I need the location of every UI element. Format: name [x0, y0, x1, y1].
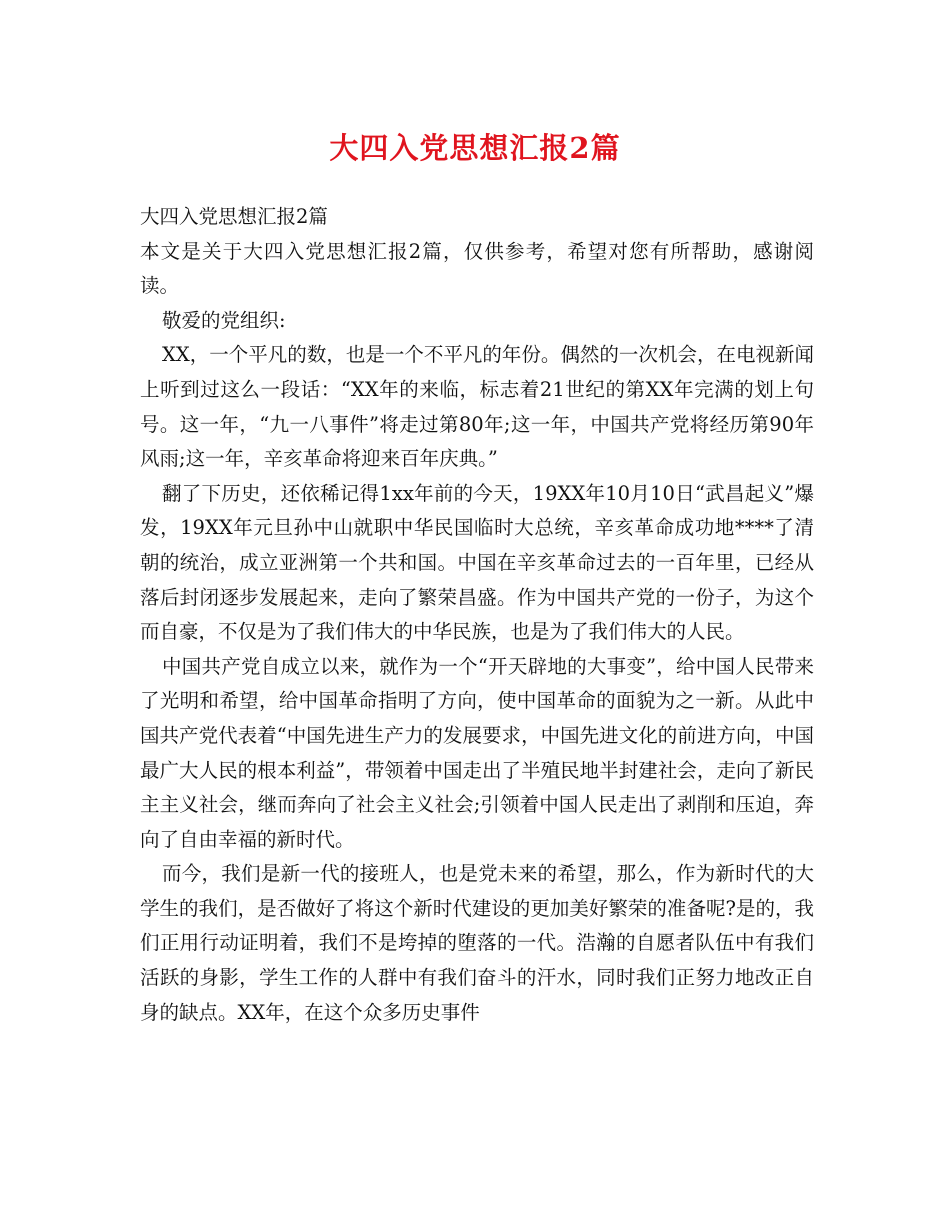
- body-paragraph-2: 翻了下历史，还依稀记得1xx年前的今天，19XX年10月10日“武昌起义”爆发，19XX年元旦孙中山就职中华民国临时大总统，辛亥革命成功地****了清朝的统治，成立亚洲第一个共和国。中国在辛亥革命过去的一百年里，已经从落后封闭逐步发展起来，走向了繁荣昌盛。作为中国共产党的一份子，为这个而自豪，不仅是为了我们伟大的中华民族，也是为了我们伟大的人民。: [140, 481, 814, 644]
- document-title: 大四入党思想汇报2篇: [329, 131, 621, 165]
- document-body: [140, 200, 814, 1030]
- body-paragraph-1: XX，一个平凡的数，也是一个不平凡的年份。偶然的一次机会，在电视新闻上听到过这么一段话：“XX年的来临，标志着21世纪的第XX年完满的划上句号。这一年，“九一八事件”将走过第80年;这一年，中国共产党将经历第90年风雨;这一年，辛亥革命将迎来百年庆典。”: [140, 343, 814, 471]
- document-subtitle: 大四入党思想汇报2篇: [140, 205, 328, 228]
- salutation: 敬爱的党组织:: [162, 308, 286, 332]
- body-paragraph-3: 中国共产党自成立以来，就作为一个“开天辟地的大事变”，给中国人民带来了光明和希望，给中国革命指明了方向，使中国革命的面貌为之一新。从此中国共产党代表着“中国先进生产力的发展要求，中国先进文化的前进方向，中国最广大人民的根本利益”，带领着中国走出了半殖民地半封建社会，走向了新民主主义社会，继而奔向了社会主义社会;引领着中国人民走出了剥削和压迫，奔向了自由幸福的新时代。: [140, 654, 814, 851]
- body-paragraph-4: 而今，我们是新一代的接班人，也是党未来的希望，那么，作为新时代的大学生的我们，是否做好了将这个新时代建设的更加美好繁荣的准备呢?是的，我们正用行动证明着，我们不是垮掉的堕落的一代。浩瀚的自愿者队伍中有我们活跃的身影，学生工作的人群中有我们奋斗的汗水，同时我们正努力地改正自身的缺点。XX年，在这个众多历史事件: [140, 862, 814, 1024]
- intro-paragraph: 本文是关于大四入党思想汇报2篇，仅供参考，希望对您有所帮助，感谢阅读。: [140, 239, 814, 298]
